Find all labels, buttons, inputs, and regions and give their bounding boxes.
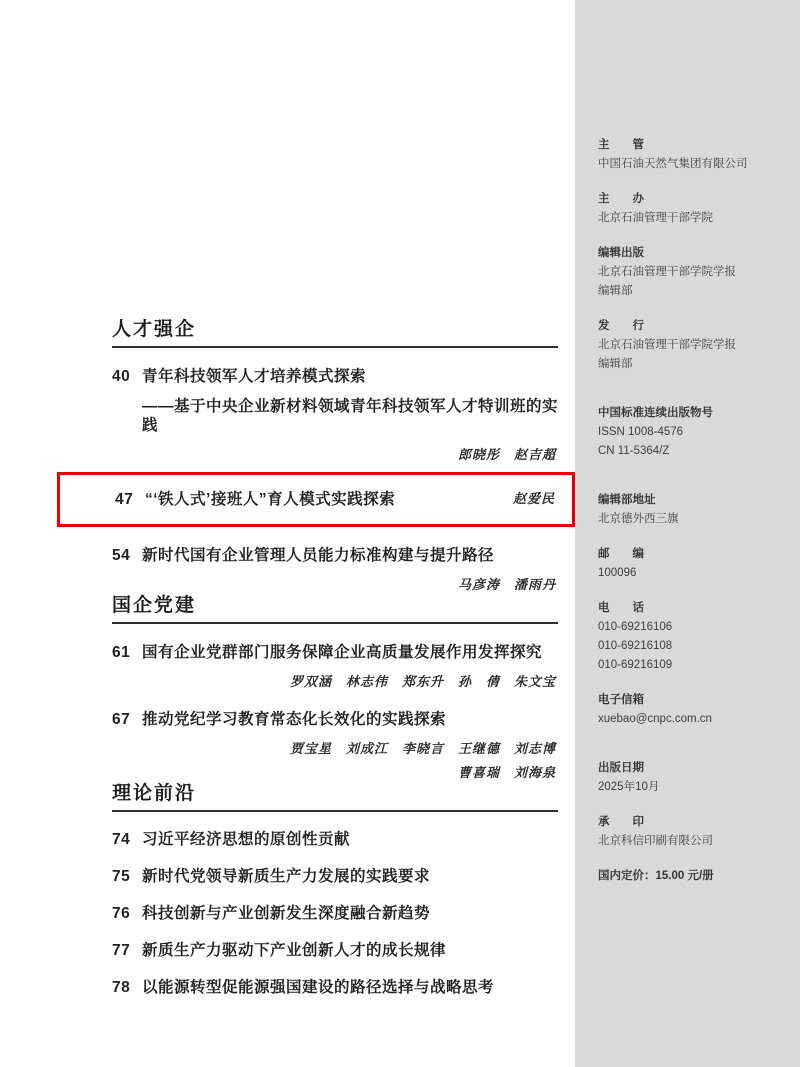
masthead-value: 北京石油管理干部学院学报 [598, 266, 736, 278]
phone-number: 010-69216106 [598, 621, 673, 633]
masthead-value: 2025年10月 [598, 781, 660, 793]
page-number: 47 [115, 491, 134, 508]
masthead-label: 编辑部地址 [598, 494, 656, 506]
page-number: 61 [112, 644, 131, 661]
masthead-sponsor [598, 190, 782, 228]
masthead-value: 100096 [598, 567, 637, 579]
section-heading-party: 国企党建 [112, 594, 558, 624]
article-title: 以能源转型促能源强国建设的路径选择与战略思考 [142, 979, 495, 996]
masthead-label: 编辑出版 [598, 247, 644, 259]
article-authors: 曹喜瑞 刘海泉 [457, 766, 556, 781]
price-label: 国内定价：15.00 元/册 [598, 870, 714, 882]
page-number: 67 [112, 711, 131, 728]
masthead-value: 北京石油管理干部学院学报 [598, 339, 736, 351]
article-authors: 罗双涵 林志伟 郑东升 孙 倩 朱文宝 [289, 675, 556, 690]
highlight-box [57, 472, 575, 527]
masthead-label: 电 话 [598, 602, 644, 614]
masthead-distributor [598, 317, 782, 374]
masthead-label: 主 管 [598, 139, 644, 151]
phone-number: 010-69216108 [598, 640, 673, 652]
toc-item-75 [112, 867, 558, 886]
masthead-label: 邮 编 [598, 548, 644, 560]
masthead-printer [598, 813, 782, 851]
toc-section-party [112, 594, 558, 782]
masthead-value: 北京德外西三旗 [598, 513, 679, 525]
masthead-email [598, 691, 782, 729]
masthead-label: 发 行 [598, 320, 644, 332]
toc-item-47 [115, 490, 555, 509]
section-heading-theory: 理论前沿 [112, 782, 558, 812]
masthead-postcode [598, 545, 782, 583]
page-number: 77 [112, 942, 131, 959]
toc-item-54 [112, 546, 558, 565]
toc-item-74 [112, 830, 558, 849]
page-number: 54 [112, 547, 131, 564]
toc-item-61 [112, 643, 558, 662]
masthead-value: 北京科信印刷有限公司 [598, 835, 713, 847]
page-number: 75 [112, 868, 131, 885]
masthead-value: 编辑部 [598, 285, 633, 297]
article-title: 新时代国有企业管理人员能力标准构建与提升路径 [142, 547, 495, 564]
toc-item-76 [112, 904, 558, 923]
article-authors: 赵爱民 [512, 492, 555, 507]
toc-item-40 [112, 367, 558, 386]
masthead-supervisor [598, 136, 782, 174]
email-address: xuebao@cnpc.com.cn [598, 713, 712, 725]
issn-number: ISSN 1008-4576 [598, 426, 684, 438]
article-subtitle: ——基于中央企业新材料领域青年科技领军人才特训班的实践 [142, 398, 559, 434]
cn-number: CN 11-5364/Z [598, 445, 670, 457]
masthead-value: 中国石油天然气集团有限公司 [598, 158, 748, 170]
masthead-value: 编辑部 [598, 358, 633, 370]
toc-section-talent [112, 318, 558, 594]
article-title: 新质生产力驱动下产业创新人才的成长规律 [142, 942, 447, 959]
masthead-label: 中国标准连续出版物号 [598, 407, 713, 419]
page-number: 40 [112, 368, 131, 385]
masthead-pub-date [598, 759, 782, 797]
masthead-value: 北京石油管理干部学院 [598, 212, 713, 224]
article-authors: 郎晓彤 赵吉超 [457, 448, 556, 463]
article-title: 推动党纪学习教育常态化长效化的实践探索 [142, 711, 447, 728]
article-authors: 马彦涛 潘雨丹 [457, 578, 556, 593]
article-title: 科技创新与产业创新发生深度融合新趋势 [142, 905, 431, 922]
article-title: 国有企业党群部门服务保障企业高质量发展作用发挥探究 [142, 644, 543, 661]
masthead-sidebar [575, 0, 800, 1067]
article-title: 新时代党领导新质生产力发展的实践要求 [142, 868, 431, 885]
toc-item-77 [112, 941, 558, 960]
article-title: 青年科技领军人才培养模式探索 [142, 368, 367, 385]
toc-item-67 [112, 710, 558, 729]
page-number: 74 [112, 831, 131, 848]
toc-content [112, 318, 558, 997]
page-number: 78 [112, 979, 131, 996]
masthead-phone [598, 599, 782, 675]
masthead-label: 出版日期 [598, 762, 644, 774]
masthead-editor-publisher [598, 244, 782, 301]
page-number: 76 [112, 905, 131, 922]
masthead-price [598, 867, 782, 886]
article-title: 习近平经济思想的原创性贡献 [142, 831, 351, 848]
article-title: “‘铁人式’接班人”育人模式实践探索 [145, 491, 396, 508]
masthead-label: 电子信箱 [598, 694, 644, 706]
masthead-issn-cn [598, 404, 782, 461]
masthead-label: 承 印 [598, 816, 644, 828]
article-authors: 贾宝星 刘成江 李晓言 王继德 刘志博 [289, 742, 556, 757]
section-heading-talent: 人才强企 [112, 318, 558, 348]
toc-section-theory [112, 782, 558, 997]
toc-item-78 [112, 978, 558, 997]
phone-number: 010-69216109 [598, 659, 673, 671]
masthead-address [598, 491, 782, 529]
masthead-label: 主 办 [598, 193, 644, 205]
